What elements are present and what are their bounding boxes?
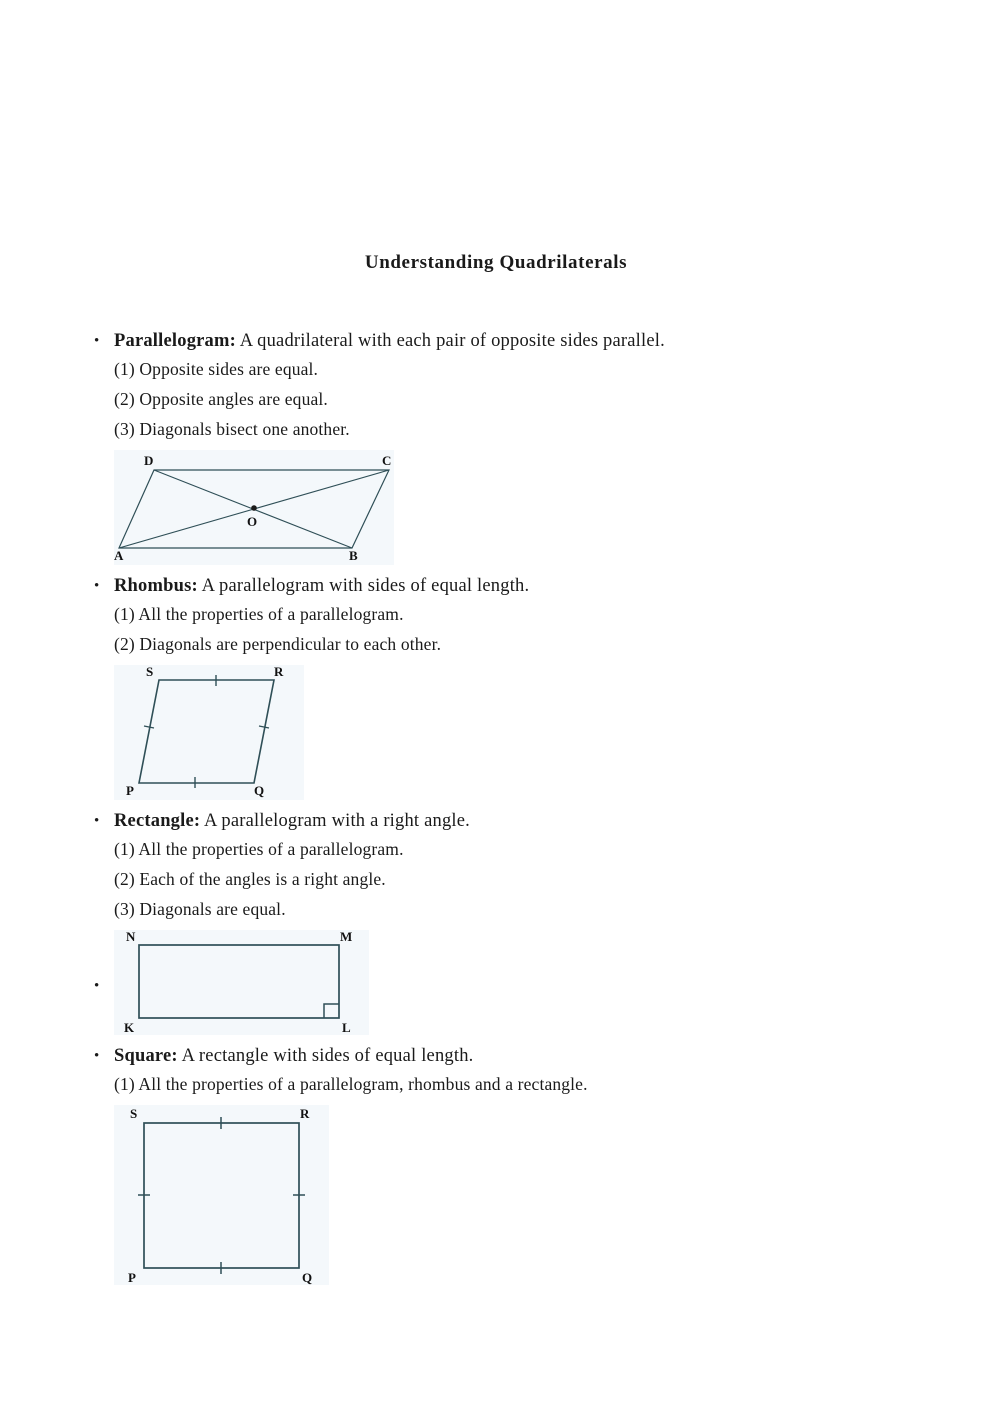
rhombus-diagram [114,665,304,800]
figure-rhombus [114,665,304,800]
vertex-label-Q: Q [302,1270,313,1285]
vertex-label-C: C [382,453,392,468]
list-item: (1) Opposite sides are equal. [114,359,319,379]
section-term: Square: [114,1046,178,1066]
bullet-icon: • [94,578,100,594]
list-item: (2) Each of the angles is a right angle. [114,869,386,889]
center-label-O: O [247,514,258,529]
intersection-point [251,505,257,511]
vertex-label-S: S [146,665,154,679]
section-term: Rectangle: [114,811,201,831]
section-definition: A quadrilateral with each pair of opposite sides parallel. [235,331,665,351]
list-item: (3) Diagonals are equal. [114,899,286,919]
section-heading-text [114,573,529,599]
list-item: (3) Diagonals bisect one another. [114,419,350,439]
rectangle-diagram [114,930,369,1035]
section-heading-text [114,808,470,834]
section-definition: A parallelogram with sides of equal length. [197,576,530,596]
bullet-icon: • [94,978,100,994]
square-shape [144,1123,299,1268]
section-definition: A rectangle with sides of equal length. [177,1046,474,1066]
right-angle-marker [324,1004,339,1018]
page-title: Understanding Quadrilaterals [364,252,628,273]
vertex-label-S: S [130,1106,138,1121]
bullet-icon: • [94,813,100,829]
section-heading-square [88,1043,918,1069]
bullet-icon: • [94,1048,100,1064]
list-item: (2) Opposite angles are equal. [114,389,328,409]
section-term: Parallelogram: [114,331,236,351]
vertex-label-L: L [342,1020,351,1035]
section-definition: A parallelogram with a right angle. [200,811,470,831]
list-item: (1) All the properties of a parallelogram, rhombus and a rectangle. [114,1074,588,1094]
vertex-label-B: B [349,548,358,563]
figure-rectangle [94,930,369,1035]
vertex-label-Q: Q [254,783,265,798]
vertex-label-A: A [114,548,124,563]
rectangle-shape [139,945,339,1018]
vertex-label-K: K [124,1020,135,1035]
section-heading-text [114,328,665,354]
parallelogram-diagram [114,450,394,565]
tick-left [144,726,154,728]
rhombus-shape [139,680,274,783]
vertex-label-R: R [274,665,284,679]
document-body [88,320,918,1289]
figure-parallelogram [114,450,394,565]
list-item: (1) All the properties of a parallelogram. [114,839,404,859]
square-diagram [114,1105,329,1285]
vertex-label-P: P [126,783,134,798]
section-heading-parallelogram [88,328,918,354]
bullet-icon: • [94,333,100,349]
vertex-label-P: P [128,1270,136,1285]
list-item: (2) Diagonals are perpendicular to each other. [114,634,442,654]
section-heading-rectangle [88,808,918,834]
section-term: Rhombus: [114,576,198,596]
figure-square [114,1105,329,1285]
vertex-label-R: R [300,1106,310,1121]
tick-right [259,726,269,728]
section-heading-text [114,1043,473,1069]
section-heading-rhombus [88,573,918,599]
vertex-label-N: N [126,930,136,944]
vertex-label-M: M [340,930,353,944]
list-item: (1) All the properties of a parallelogram. [114,604,404,624]
vertex-label-D: D [144,453,154,468]
